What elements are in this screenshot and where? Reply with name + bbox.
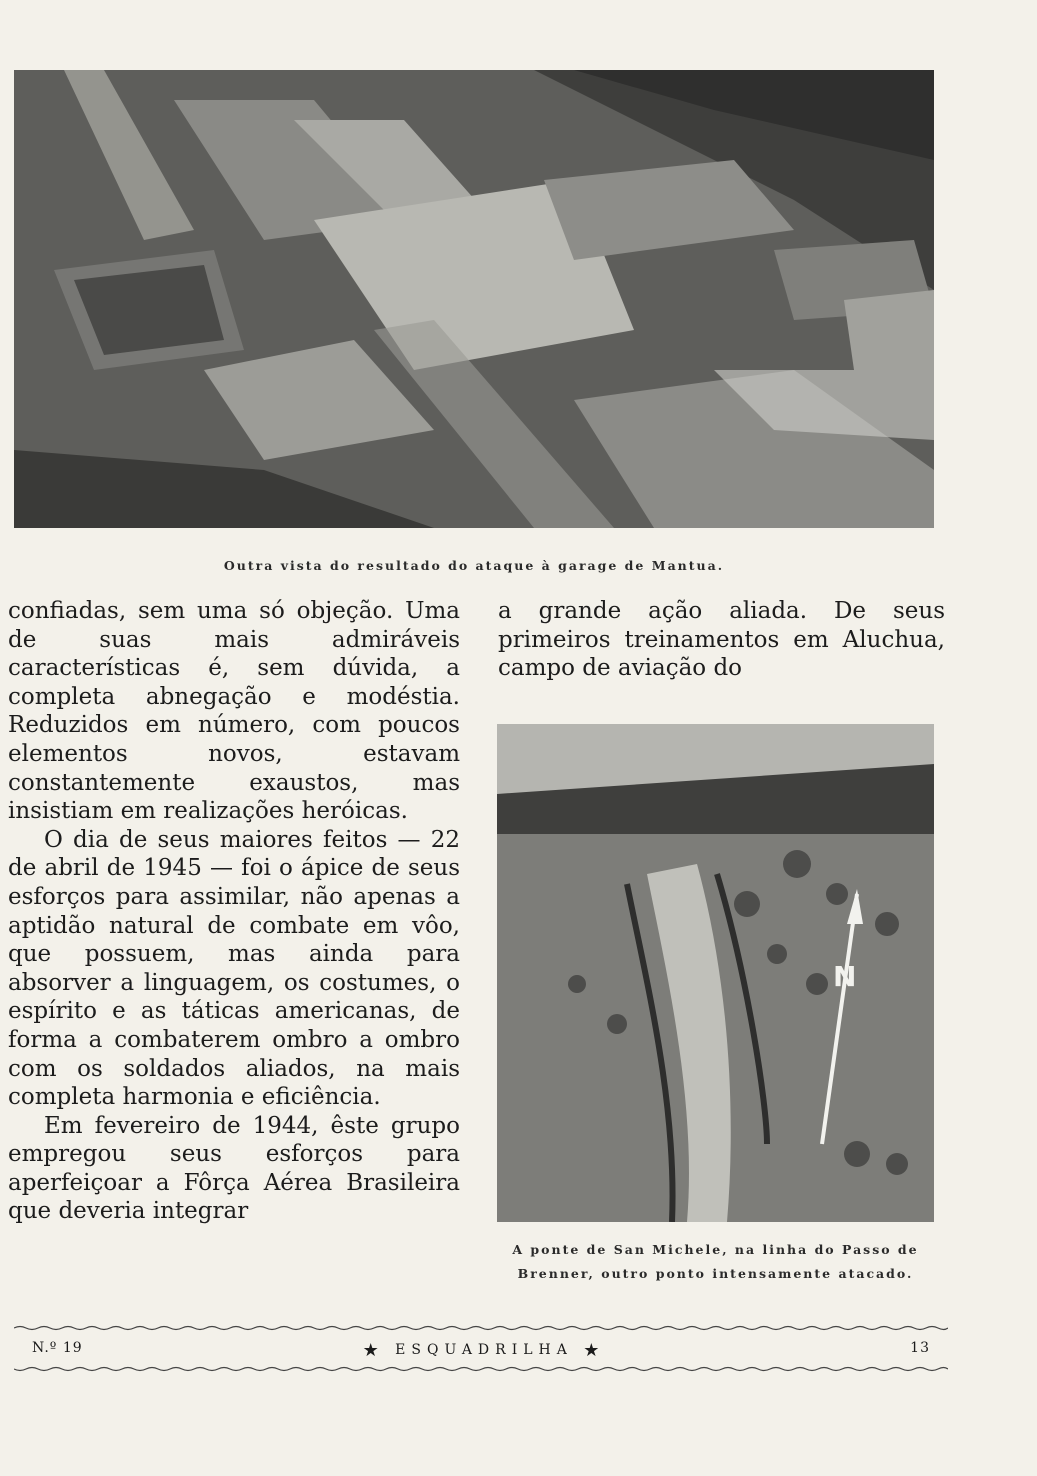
issue-number: N.º 19: [32, 1340, 83, 1356]
page-footer: [14, 1336, 948, 1360]
star-icon: ★: [362, 1340, 385, 1361]
article-paragraph: Em fevereiro de 1944, êste grupo empregou seus esforços para aperfeiçoar a Fôrça Aérea Brasileira que deveria integrar: [8, 1112, 460, 1225]
article-paragraph: O dia de seus maiores feitos — 22 de abril de 1945 — foi o ápice de seus esforços para assimilar, não apenas a aptidão natural de combate em vôo, que possuem, mas ainda para absorver a linguagem, os costumes, o espírito e as táticas americanas, de forma a combaterem ombro a ombro com os soldados aliados, na mais completa harmonia e eficiência.: [8, 826, 460, 1111]
footer-wavy-rule-bottom: [14, 1366, 948, 1372]
article-paragraph: confiadas, sem uma só objeção. Uma de suas mais admiráveis características é, sem dúvida, a completa abnegação e modéstia. Reduzidos em número, com poucos elementos novos, estavam constantemente exaustos, mas insistiam em realizações heróicas.: [8, 598, 460, 825]
aerial-photo-garage: [14, 70, 934, 528]
article-column-left: [8, 597, 460, 1226]
compass-label: N: [833, 960, 857, 993]
aerial-photo-bridge: [497, 724, 934, 1222]
article-column-right: [498, 597, 945, 683]
photo-caption-top: Outra vista do resultado do ataque à garage de Mantua.: [223, 558, 725, 573]
magazine-title-text: ESQUADRILHA: [395, 1342, 573, 1358]
article-paragraph: a grande ação aliada. De seus primeiros treinamentos em Aluchua, campo de aviação do: [498, 598, 945, 682]
footer-wavy-rule-top: [14, 1325, 948, 1331]
magazine-title: [314, 1340, 654, 1361]
photo-caption-right: A ponte de San Michele, na linha do Passo de Brenner, outro ponto intensamente atacado.: [512, 1242, 919, 1281]
page-number: 13: [910, 1340, 930, 1356]
star-icon: ★: [583, 1340, 606, 1361]
